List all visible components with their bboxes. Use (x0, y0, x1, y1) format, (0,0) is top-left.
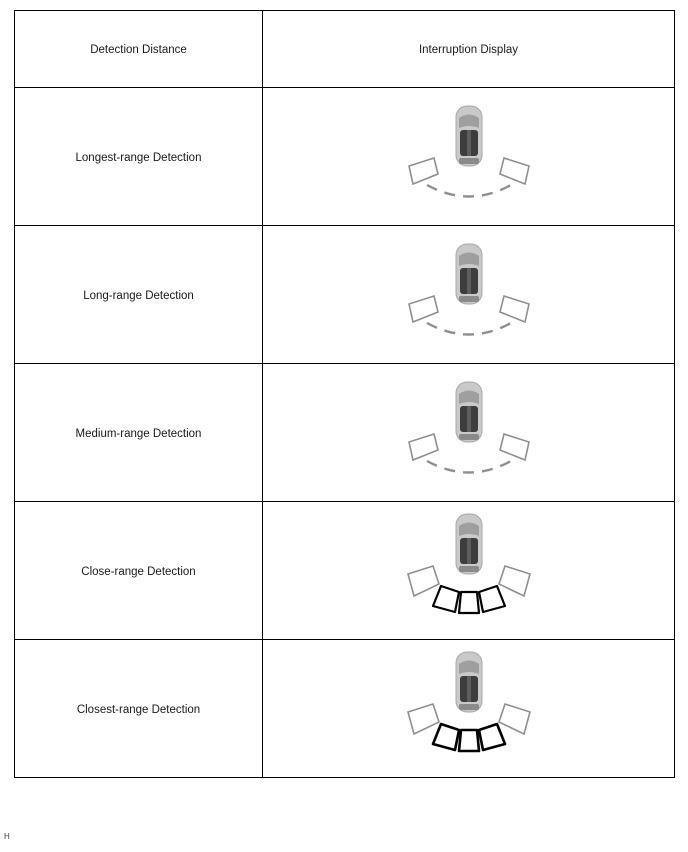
sensor-display-graphic (389, 92, 549, 222)
vehicle-icon (456, 514, 482, 574)
table-body (15, 11, 675, 778)
footer-mark: H (4, 832, 10, 841)
row-display-cell (263, 640, 675, 778)
detection-label-longest-range: Longest-range Detection (75, 151, 202, 164)
vehicle-icon (456, 244, 482, 304)
active-near-zone-segments (433, 586, 505, 613)
medium-range-detection-diagram (263, 364, 674, 501)
table-header-row (15, 11, 675, 88)
sensor-display-graphic (389, 506, 549, 636)
inactive-near-zone-arc (427, 461, 511, 473)
row-display-cell (263, 502, 675, 640)
vehicle-icon (456, 106, 482, 166)
row-display-cell (263, 88, 675, 226)
vehicle-icon (456, 652, 482, 712)
close-range-detection-diagram (263, 502, 674, 639)
longest-range-detection-diagram (263, 88, 674, 225)
table-row (15, 226, 675, 364)
header-cell-interruption-display (263, 11, 675, 88)
row-label-cell (15, 502, 263, 640)
row-label-cell (15, 88, 263, 226)
detection-label-close-range: Close-range Detection (81, 565, 196, 578)
row-label-cell (15, 364, 263, 502)
active-near-zone-segments (433, 724, 505, 751)
table-row (15, 88, 675, 226)
detection-label-closest-range: Closest-range Detection (76, 703, 201, 716)
row-display-cell (263, 364, 675, 502)
header-label-detection-distance: Detection Distance (90, 44, 187, 56)
table-row (15, 364, 675, 502)
inactive-near-zone-arc (427, 185, 511, 197)
table-row (15, 502, 675, 640)
row-label-cell (15, 640, 263, 778)
detection-distance-table (14, 10, 675, 778)
sensor-display-graphic (389, 368, 549, 498)
table-row (15, 640, 675, 778)
sensor-display-graphic (389, 644, 549, 774)
header-label-interruption-display: Interruption Display (418, 44, 519, 56)
sensor-display-graphic (389, 230, 549, 360)
detection-label-medium-range: Medium-range Detection (75, 427, 202, 440)
header-cell-detection-distance (15, 11, 263, 88)
closest-range-detection-diagram (263, 640, 674, 777)
long-range-detection-diagram (263, 226, 674, 363)
row-display-cell (263, 226, 675, 364)
detection-label-long-range: Long-range Detection (83, 289, 194, 302)
inactive-near-zone-arc (427, 323, 511, 335)
row-label-cell (15, 226, 263, 364)
vehicle-icon (456, 382, 482, 442)
